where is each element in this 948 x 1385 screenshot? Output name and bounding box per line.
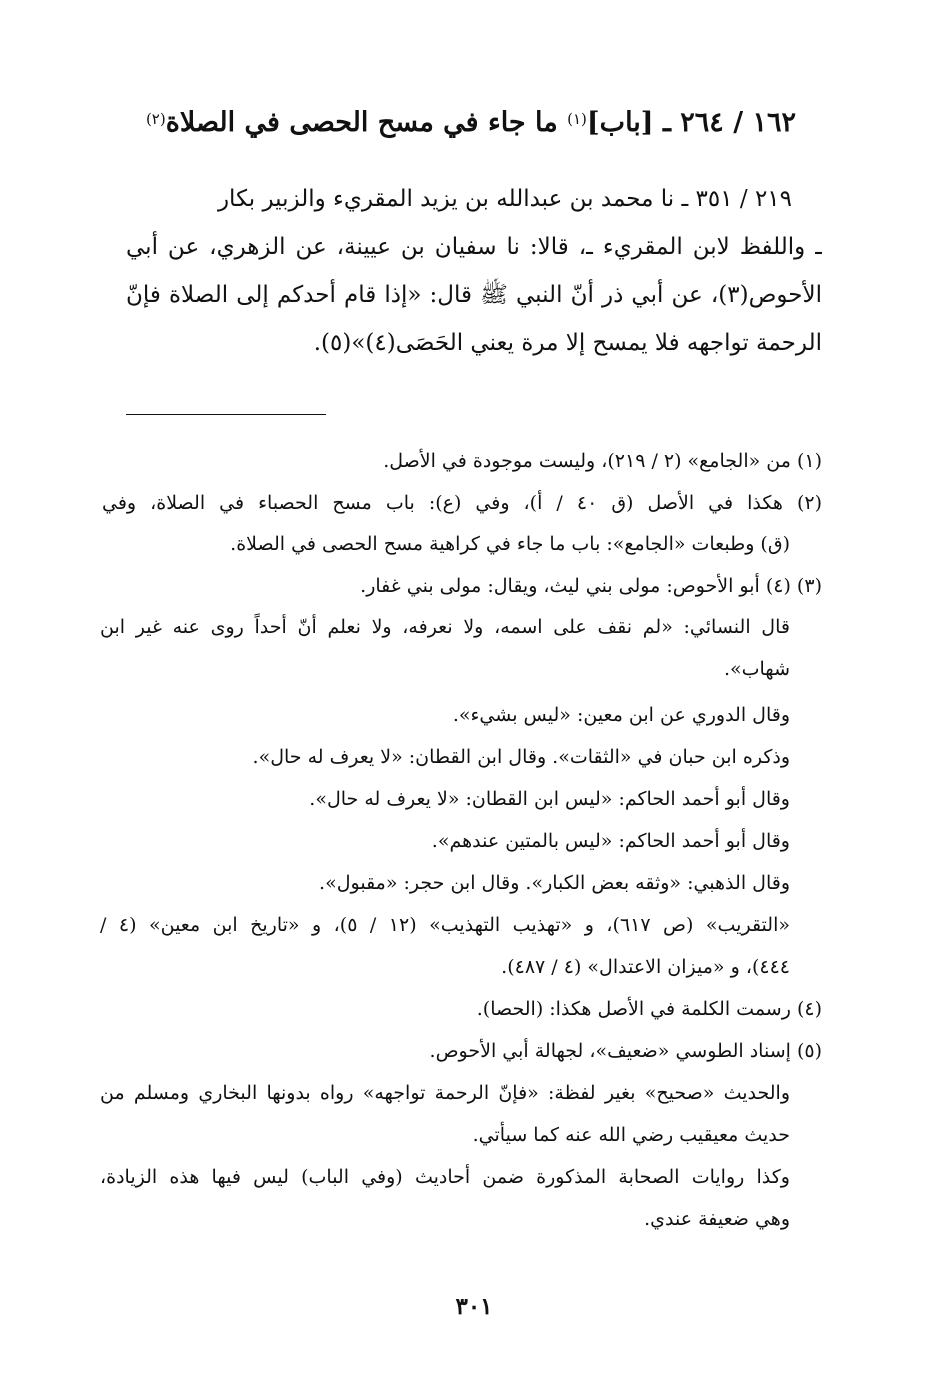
footnote-1: (١) من «الجامع» (٢ / ٢١٩)، وليست موجودة في الأصل. bbox=[383, 450, 822, 472]
footnote-5: (٥) إسناد الطوسي «ضعيف»، لجهالة أبي الأحوص. bbox=[429, 1040, 822, 1062]
footnote-2-cont: (ق) وطبعات «الجامع»: باب ما جاء في كراهية مسح الحصى في الصلاة. bbox=[230, 533, 790, 555]
footnote-separator bbox=[126, 414, 326, 415]
footnote-5-hadith: والحديث «صحيح» بغير لفظة: «فإنّ الرحمة تواجهه» رواه بدونها البخاري ومسلم من bbox=[100, 1082, 790, 1104]
footnote-3-nasai: قال النسائي: «لم نقف على اسمه، ولا نعرفه، ولا نعلم أنّ أحداً روى عنه غير ابن bbox=[100, 616, 790, 638]
hadith-line-4: الرحمة تواجهه فلا يمسح إلا مرة يعني الحَصَى(٤)»(٥). bbox=[313, 330, 822, 356]
footnote-3-hakim-2: وقال أبو أحمد الحاكم: «ليس بالمتين عندهم». bbox=[431, 830, 790, 852]
heading-footnote-ref-1: (١) bbox=[567, 110, 587, 128]
footnote-5-sahaba: وكذا روايات الصحابة المذكورة ضمن أحاديث (وفي الباب) ليس فيها هذه الزيادة، bbox=[100, 1166, 790, 1188]
footnote-3: (٣) (٤) أبو الأحوص: مولى بني ليث، ويقال: مولى بني غفار. bbox=[360, 575, 822, 597]
hadith-line-1: ٢١٩ / ٣٥١ ـ نا محمد بن عبدالله بن يزيد المقريء والزبير بكار bbox=[217, 186, 792, 212]
footnote-3-nasai-cont: شهاب». bbox=[723, 658, 790, 680]
chapter-heading bbox=[96, 103, 796, 143]
footnote-5-sahaba-cont: وهي ضعيفة عندي. bbox=[644, 1208, 790, 1230]
footnote-3-hakim-1: وقال أبو أحمد الحاكم: «ليس ابن القطان: «لا يعرف له حال». bbox=[309, 788, 790, 810]
heading-footnote-ref-2: (٢) bbox=[145, 110, 166, 128]
hadith-line-3: الأحوص(٣)، عن أبي ذر أنّ النبي ﷺ قال: «إذا قام أحدكم إلى الصلاة فإنّ bbox=[126, 282, 822, 308]
heading-number-and-bab: ١٦٢ / ٢٦٤ ـ [باب] bbox=[586, 107, 796, 138]
footnote-3-sources-cont: ٤٤٤)، و «ميزان الاعتدال» (٤ / ٤٨٧). bbox=[501, 956, 790, 978]
heading-title: ما جاء في مسح الحصى في الصلاة bbox=[165, 107, 568, 138]
footnote-3-ibn-hibban: وذكره ابن حبان في «الثقات». وقال ابن القطان: «لا يعرف له حال». bbox=[252, 746, 790, 768]
footnote-2: (٢) هكذا في الأصل (ق ٤٠ / أ)، وفي (ع): باب مسح الحصباء في الصلاة، وفي bbox=[102, 492, 822, 514]
footnote-3-dhahabi: وقال الذهبي: «وثقه بعض الكبار». وقال ابن حجر: «مقبول». bbox=[319, 872, 790, 894]
page-number: ٣٠١ bbox=[455, 1293, 493, 1320]
footnote-3-sources: «التقريب» (ص ٦١٧)، و «تهذيب التهذيب» (١٢ / ٥)، و «تاريخ ابن معين» (٤ / bbox=[100, 914, 790, 936]
footnote-4: (٤) رسمت الكلمة في الأصل هكذا: (الحصا). bbox=[476, 998, 822, 1020]
footnote-5-hadith-cont: حديث معيقيب رضي الله عنه كما سيأتي. bbox=[472, 1124, 790, 1146]
footnote-3-duri: وقال الدوري عن ابن معين: «ليس بشيء». bbox=[452, 704, 790, 726]
hadith-line-2: ـ واللفظ لابن المقريء ـ، قالا: نا سفيان بن عيينة، عن الزهري، عن أبي bbox=[126, 234, 822, 260]
